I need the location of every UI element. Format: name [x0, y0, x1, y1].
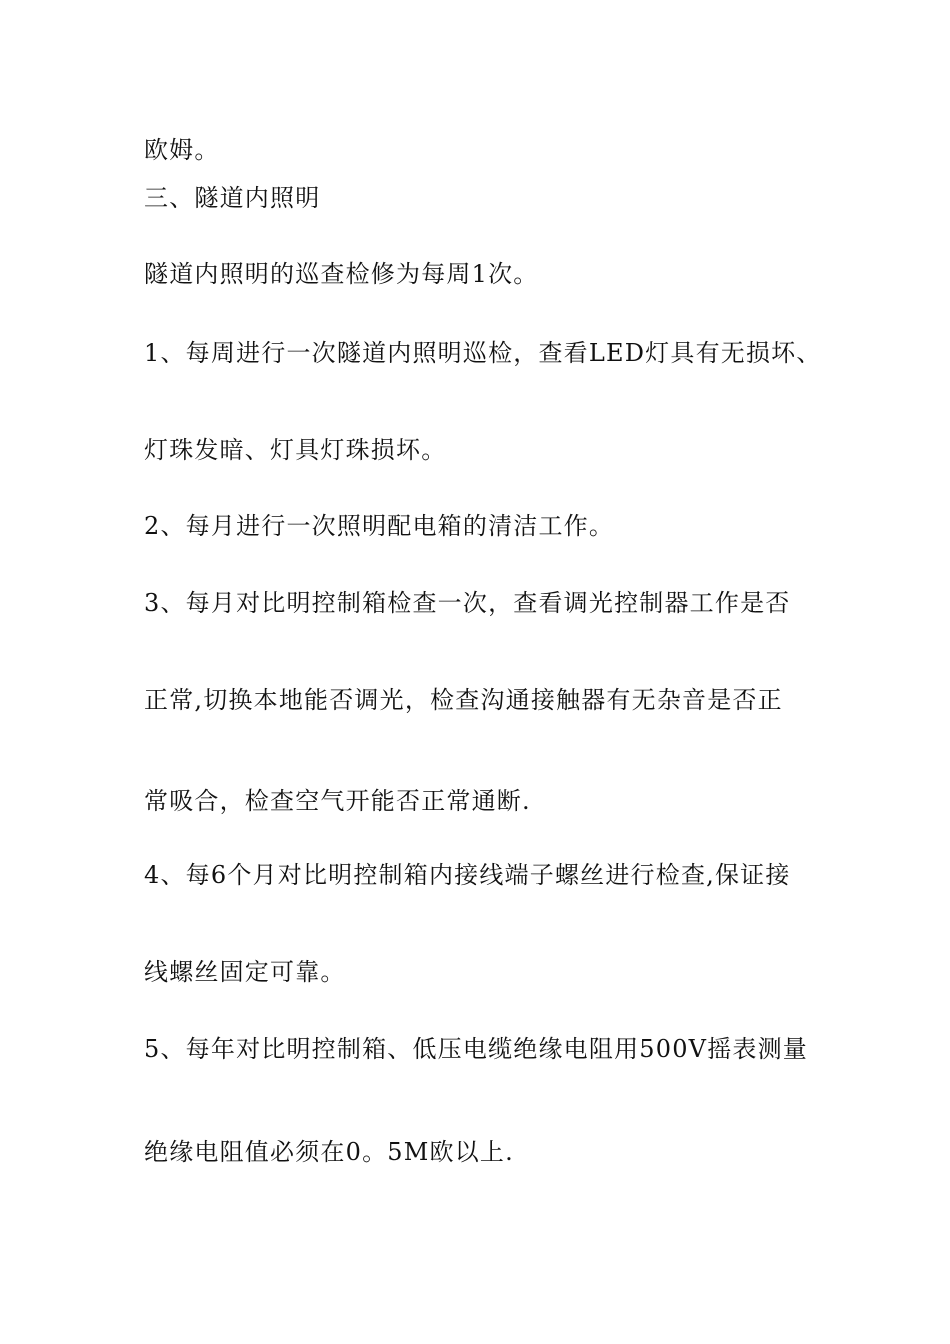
- text-line-intro: 隧道内照明的巡查检修为每周1次。: [144, 260, 539, 288]
- list-item-5-line-2: 绝缘电阻值必须在0。5M欧以上.: [144, 1138, 514, 1166]
- section-heading: 三、隧道内照明: [144, 184, 321, 212]
- text-line-continuation: 欧姆。: [144, 136, 220, 164]
- list-item-1-line-2: 灯珠发暗、灯具灯珠损坏。: [144, 436, 447, 464]
- list-item-1-line-1: 1、每周进行一次隧道内照明巡检，查看LED灯具有无损坏、: [144, 339, 822, 367]
- list-item-3-line-1: 3、每月对比明控制箱检查一次，查看调光控制器工作是否: [144, 589, 791, 617]
- list-item-5-line-1: 5、每年对比明控制箱、低压电缆绝缘电阻用500V摇表测量: [144, 1035, 809, 1063]
- list-item-4-line-1: 4、每6个月对比明控制箱内接线端子螺丝进行检查,保证接: [144, 861, 791, 889]
- list-item-3-line-3: 常吸合，检查空气开能否正常通断.: [144, 787, 531, 815]
- list-item-3-line-2: 正常,切换本地能否调光，检查沟通接触器有无杂音是否正: [144, 686, 783, 714]
- list-item-4-line-2: 线螺丝固定可靠。: [144, 958, 346, 986]
- list-item-2: 2、每月进行一次照明配电箱的清洁工作。: [144, 512, 615, 540]
